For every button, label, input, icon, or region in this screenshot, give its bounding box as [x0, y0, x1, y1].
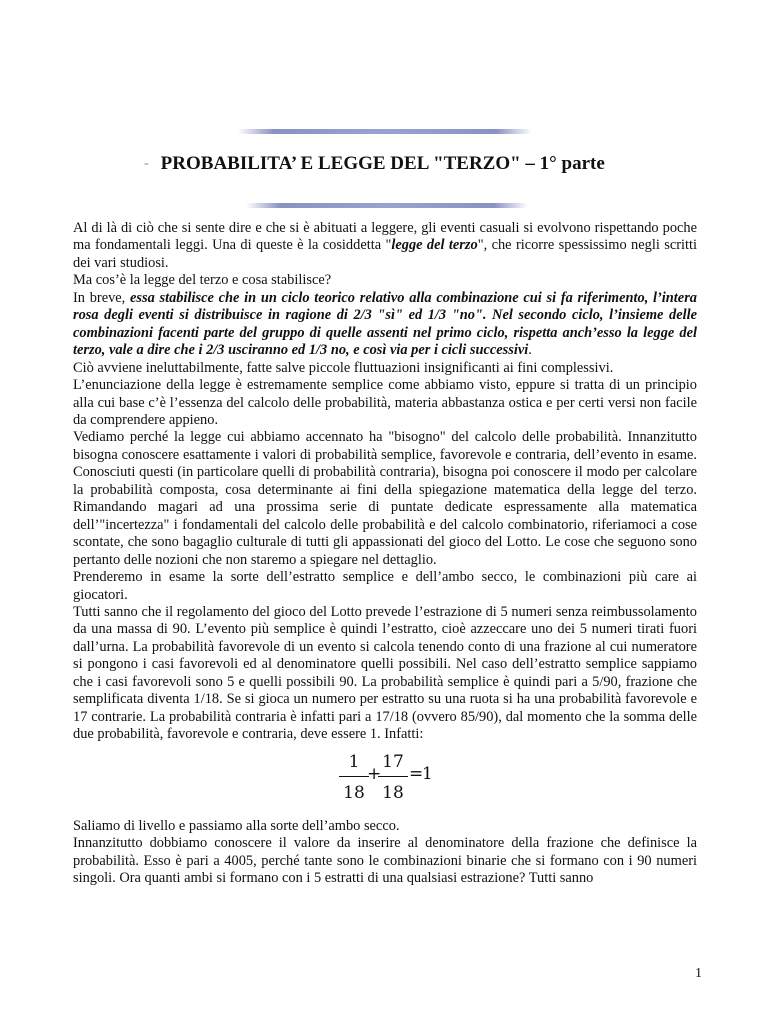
fraction-1-denominator: 18 [343, 782, 365, 803]
paragraph-exam: Prenderemo in esame la sorte dell’estratto semplice e dell’ambo secco, le combinazioni più care ai giocatori. [73, 569, 697, 603]
fraction-1-bar [339, 776, 369, 777]
equals-sign: = [409, 763, 424, 784]
fraction-1-numerator: 1 [348, 751, 360, 772]
paragraph-intro-text: Al di là di ciò che si sente dire e che si è abituati a leggere, gli eventi casuali si evolvono rispettando poche ma fondamentali leggi. Una di queste è la cosiddetta " [73, 220, 697, 254]
paragraph-definition-lead: In breve, [73, 289, 130, 306]
paragraph-probability-need: Vediamo perché la legge cui abbiamo accennato ha "bisogno" del calcolo delle probabilità. Innanzitutto bisogna conoscere esattamente i valori di probabilità semplice, favorevole e contraria, dell’evento in esame. Conosciuti questi (in particolare quelli di probabilità contraria), bisogna poi conoscere il modo per calcolare la probabilità composta, cosa determinante ai fini della spiegazione matematica della legge del terzo. Rimandando magari ad una prossima serie di puntate dedicate espressamente alla matematica dell’"incertezza" i fondamentali del calcolo delle probabilità e del calcolo combinatorio, riferiamoci a cose scontate, che sono bagaglio culturale di tutti gli appassionati del gioco del Lotto. Le cose che seguono sono pertanto delle nozioni che non staremo a spiegare nel dettaglio. [73, 429, 697, 568]
fraction-2-denominator: 18 [382, 782, 404, 803]
page-number: 1 [695, 966, 702, 981]
paragraph-fluctuations: Ciò avviene ineluttabilmente, fatte salve piccole fluttuazioni insignificanti ai fini complessivi. [73, 359, 614, 376]
paragraph-enunciation: L’enunciazione della legge è estremamente semplice come abbiamo visto, eppure si tratta di un principio alla cui base c’è l’essenza del calcolo delle probabilità, materia abbastanza ostica e per certi versi non facile da comprendere appieno. [73, 377, 697, 428]
fraction-2-bar [378, 776, 408, 777]
decorative-rule-top [238, 129, 532, 134]
paragraph-lotto-rules: Tutti sanno che il regolamento del gioco del Lotto prevede l’estrazione di 5 numeri senza reimbussolamento da una massa di 90. L’evento più semplice è quindi l’estratto, cioè azzeccare uno dei 5 numeri tirati fuori dall’urna. La probabilità favorevole di un evento si calcola tenendo conto di una frazione al cui numeratore si pongono i casi favorevoli ed al denominatore quelli possibili. Nel caso dell’estratto semplice sappiamo che i casi favorevoli sono 5 e quelli possibili 90. La probabilità semplice è quindi pari a 5/90, frazione che semplificata diventa 1/18. Se si gioca un numero per estratto su una ruota si ha una probabilità favorevole e 17 contrarie. La probabilità contraria è infatti pari a 17/18 (ovvero 85/90), dal momento che la somma delle due probabilità, favorevole e contraria, deve essere 1. Infatti: [73, 603, 697, 743]
formula-result: 1 [422, 763, 433, 784]
legge-del-terzo-emphasis: legge del terzo [391, 237, 478, 254]
title-dash: - [144, 156, 149, 171]
definition-emphasis: essa stabilisce che in un ciclo teorico relativo alla combinazione cui si fa riferimento, l’intera rosa degli eventi si distribuisce in ragione di 2/3 "sì" ed 1/3 "no". Nel secondo ciclo, l’insieme delle combinazioni facenti parte del gruppo di quelle assenti nel primo ciclo, rispetta anch’esso la legge del terzo, vale a dire che i 2/3 usciranno ed 1/3 no, e così via per i cicli successivi [73, 289, 697, 359]
page-title [144, 153, 704, 175]
paragraph-definition-end: . [528, 342, 532, 359]
paragraph-intro-end: ", che ricorre spessissimo negli scritti dei vari studiosi. [73, 237, 697, 271]
probability-formula [73, 750, 697, 812]
paragraph-ambo: Saliamo di livello e passiamo alla sorte dell’ambo secco. [73, 817, 400, 834]
title-text: PROBABILITA’ E LEGGE DEL "TERZO" – 1° parte [160, 153, 605, 174]
fraction-one-eighteenth [339, 750, 369, 805]
fraction-2-numerator: 17 [382, 751, 404, 772]
decorative-rule-bottom [246, 203, 528, 208]
paragraph-intro [73, 220, 697, 272]
plus-sign: + [367, 763, 382, 784]
paragraph-ambo-denominator: Innanzitutto dobbiamo conoscere il valore da inserire al denominatore della frazione che definisce la probabilità. Esso è pari a 4005, perché tante sono le combinazioni binarie che si formano con i 90 numeri singoli. Ora quanti ambi si formano con i 5 estratti di una qualsiasi estrazione? Tutti sanno [73, 835, 697, 886]
article-body [73, 220, 697, 887]
paragraph-definition [73, 290, 697, 360]
paragraph-question: Ma cos’è la legge del terzo e cosa stabilisce? [73, 272, 332, 289]
fraction-seventeen-eighteenths [378, 750, 408, 805]
